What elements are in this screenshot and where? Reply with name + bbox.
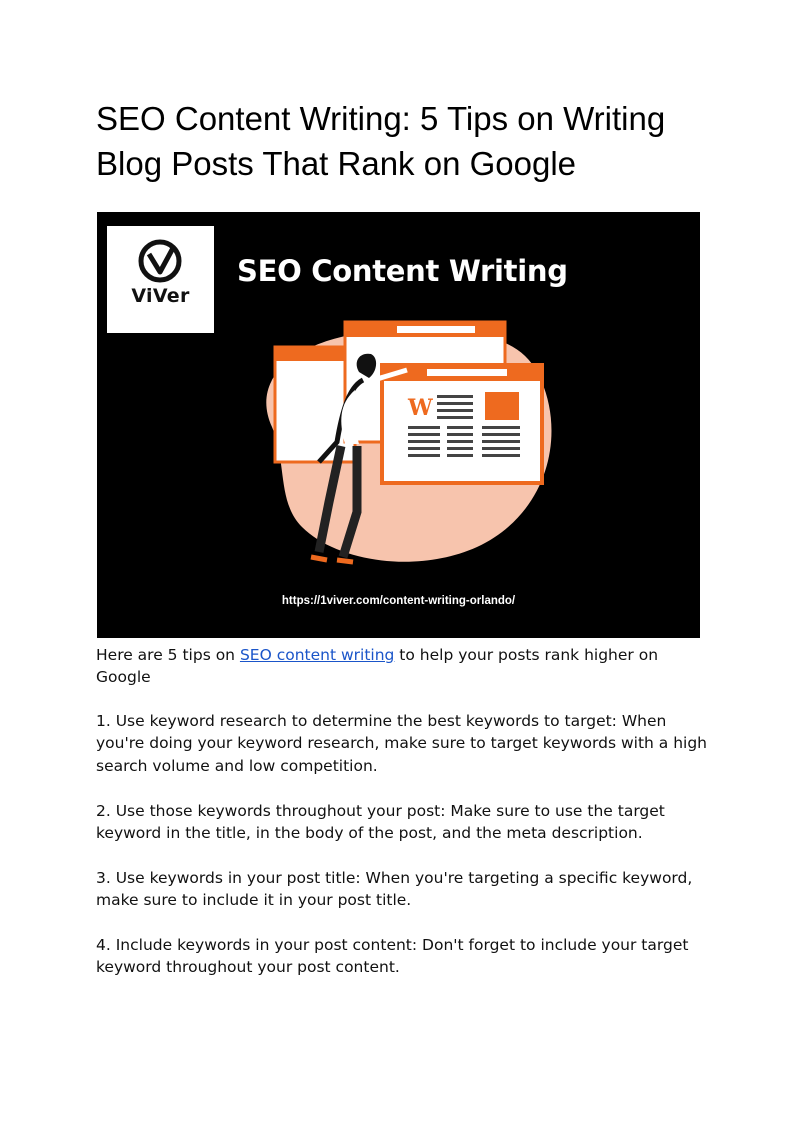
browser-window-left: [275, 347, 355, 462]
browser-window-front: [382, 365, 542, 483]
letter-mark: W: [408, 395, 433, 421]
hero-headline: SEO Content Writing: [237, 254, 568, 288]
hero-image: [97, 212, 700, 638]
intro-text-end: to help your posts rank higher on Google: [96, 646, 659, 687]
tip-1: 1. Use keyword research to determine the best keywords to target: When you're doing your keyword research, make sure to target keywords with a high search volume and low competition.: [96, 712, 707, 775]
seo-content-writing-link[interactable]: SEO content writing: [239, 646, 395, 664]
hero-url: https://1viver.com/content-writing-orlando/: [281, 595, 516, 607]
tip-3: 3. Use keywords in your post title: When you're targeting a specific keyword, make sure to include it in your post title.: [96, 869, 693, 910]
tip-2: 2. Use those keywords throughout your post: Make sure to use the target keyword in the title, in the body of the post, and the meta description.: [96, 802, 665, 843]
intro-text: Here are 5 tips on: [96, 646, 240, 664]
page-title: SEO Content Writing: 5 Tips on Writing Blog Posts That Rank on Google: [96, 100, 666, 182]
logo: [107, 226, 214, 333]
tip-4: 4. Include keywords in your post content: Don't forget to include your target keyword throughout your post content.: [96, 936, 689, 977]
logo-icon: [107, 226, 214, 333]
logo-text: ViVer: [131, 285, 190, 307]
intro-paragraph: [96, 644, 716, 689]
